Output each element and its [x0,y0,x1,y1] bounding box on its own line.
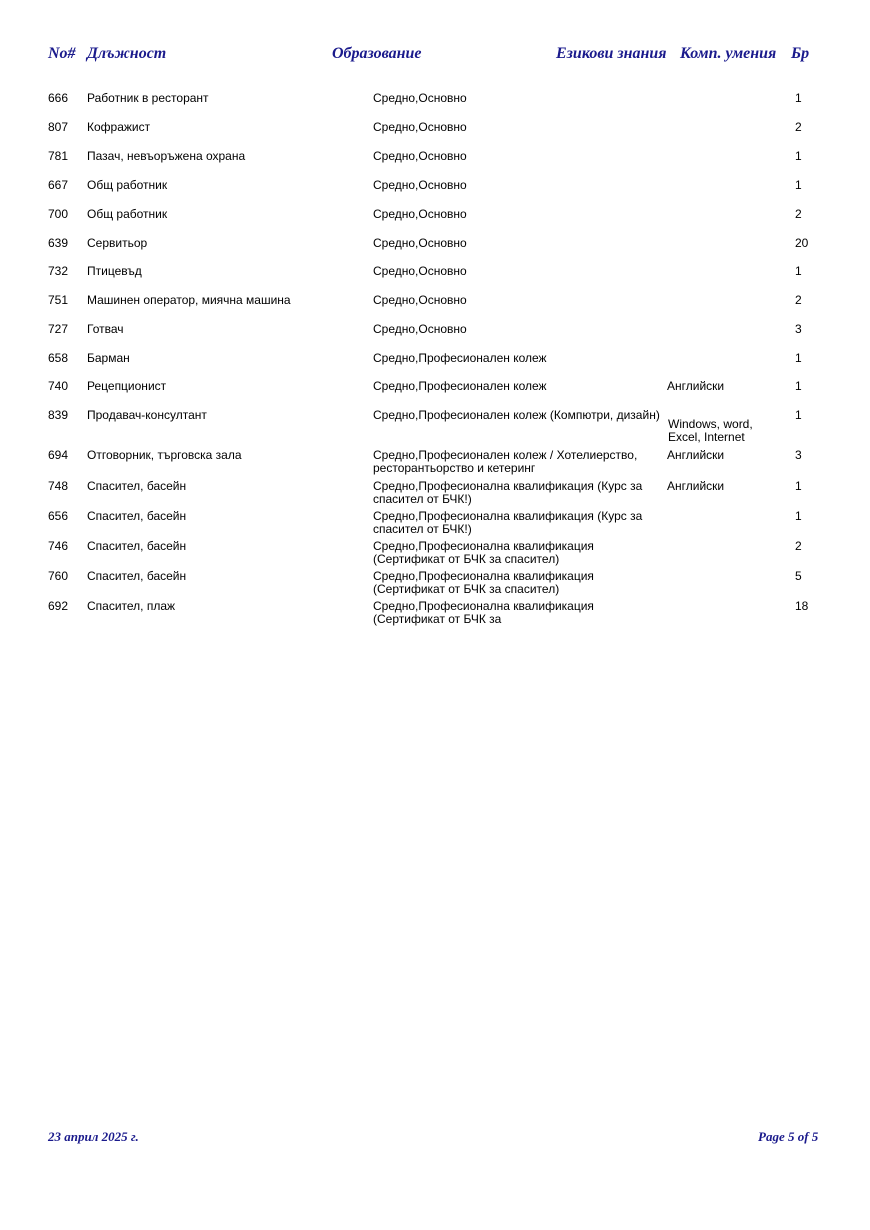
cell-position: Спасител, басейн [87,479,187,493]
cell-position: Работник в ресторант [87,91,209,105]
cell-no: 839 [48,408,69,422]
cell-count: 1 [795,351,802,365]
cell-education: Средно,Основно [373,207,467,221]
footer-date: 23 април 2025 г. [48,1129,139,1144]
cell-education: Средно,Основно [373,293,467,307]
cell-position: Готвач [87,322,124,336]
cell-count: 1 [795,408,802,422]
cell-count: 1 [795,149,802,163]
cell-no: 639 [48,236,69,250]
cell-position: Спасител, плаж [87,599,176,613]
cell-count: 3 [795,448,802,462]
cell-position: Машинен оператор, миячна машина [87,293,291,307]
cell-education: Средно,Основно [373,236,467,250]
cell-position: Кофражист [87,120,151,134]
cell-no: 666 [48,91,69,105]
cell-education: Средно,Професионален колеж (Компютри, дизайн) [373,408,660,422]
cell-education: Средно,Основно [373,91,467,105]
cell-position: Продавач-консултант [87,408,207,422]
cell-count: 1 [795,379,802,393]
cell-count: 1 [795,178,802,192]
cell-education: Средно,Основно [373,264,467,278]
cell-education: Средно,Професионална квалификация (Сертификат от БЧК за спасител) [373,539,594,566]
cell-position: Барман [87,351,130,365]
cell-languages: Английски [667,479,725,493]
cell-no: 692 [48,599,69,613]
cell-no: 732 [48,264,69,278]
cell-education: Средно,Професионална квалификация (Сертификат от БЧК за [373,599,594,626]
cell-position: Сервитьор [87,236,148,250]
cell-count: 1 [795,479,802,493]
cell-education: Средно,Професионален колеж [373,379,547,393]
cell-education: Средно,Професионален колеж / Хотелиерство, ресторантьорство и кетеринг [373,448,638,475]
cell-languages: Английски [667,379,725,393]
cell-position: Общ работник [87,178,168,192]
cell-no: 781 [48,149,69,163]
cell-education: Средно,Основно [373,178,467,192]
cell-languages: Английски [667,448,725,462]
cell-count: 2 [795,207,802,221]
cell-position: Спасител, басейн [87,539,187,553]
header-languages: Езикови знания [556,45,667,62]
cell-count: 2 [795,293,802,307]
cell-no: 658 [48,351,69,365]
cell-no: 740 [48,379,69,393]
header-position: Длъжност [87,45,167,62]
cell-education: Средно,Професионален колеж [373,351,547,365]
cell-count: 2 [795,539,802,553]
cell-count: 1 [795,264,802,278]
cell-education: Средно,Професионална квалификация (Сертификат от БЧК за спасител) [373,569,594,596]
footer-page-number: Page 5 of 5 [758,1129,819,1144]
cell-no: 700 [48,207,69,221]
cell-education: Средно,Основно [373,322,467,336]
cell-no: 667 [48,178,69,192]
cell-education: Средно,Основно [373,149,467,163]
cell-no: 807 [48,120,69,134]
cell-no: 748 [48,479,69,493]
cell-count: 18 [795,599,809,613]
header-count: Бр [791,45,810,62]
cell-education: Средно,Професионална квалификация (Курс за спасител от БЧК!) [373,509,643,536]
cell-no: 656 [48,509,69,523]
cell-education: Средно,Основно [373,120,467,134]
cell-no: 760 [48,569,69,583]
cell-count: 2 [795,120,802,134]
cell-computer-skills: Windows, word, Excel, Internet [668,417,753,444]
cell-no: 694 [48,448,69,462]
cell-position: Рецепционист [87,379,167,393]
header-no: No# [48,45,76,62]
cell-no: 727 [48,322,69,336]
cell-no: 746 [48,539,69,553]
cell-count: 1 [795,91,802,105]
cell-position: Птицевъд [87,264,142,278]
cell-position: Спасител, басейн [87,569,187,583]
cell-position: Спасител, басейн [87,509,187,523]
header-computer-skills: Комп. умения [680,45,777,62]
cell-position: Пазач, невъоръжена охрана [87,149,246,163]
cell-count: 5 [795,569,802,583]
cell-position: Отговорник, търговска зала [87,448,242,462]
cell-no: 751 [48,293,69,307]
cell-count: 1 [795,509,802,523]
header-education: Образование [332,45,422,62]
cell-count: 20 [795,236,809,250]
cell-position: Общ работник [87,207,168,221]
cell-education: Средно,Професионална квалификация (Курс за спасител от БЧК!) [373,479,643,506]
cell-count: 3 [795,322,802,336]
